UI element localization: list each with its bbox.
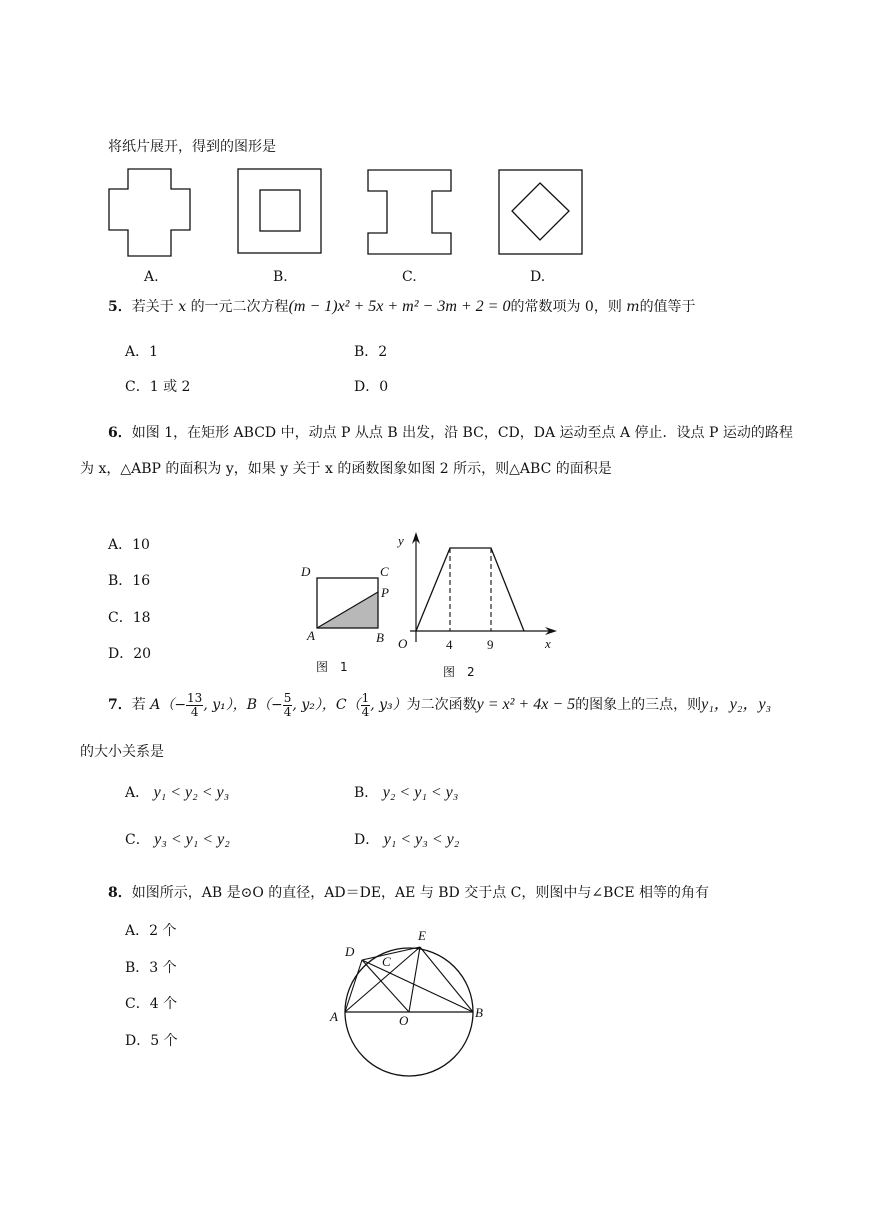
q6-number: 6． <box>108 425 132 441</box>
fig2-caption: 图 2 <box>443 665 475 679</box>
fig8-chord-eb <box>420 947 473 1012</box>
q7-text-mid: 为二次函数 <box>406 697 477 713</box>
q8-text: 如图所示，AB 是⊙O 的直径，AD＝DE，AE 与 BD 交于点 C，则图中与∠BCE 相等的角有 <box>131 885 710 901</box>
fig8-label-d: D <box>345 944 355 959</box>
q5-option-a: A．1 <box>125 344 159 360</box>
fig8-chord-de <box>362 947 420 960</box>
fig1-caption: 图 1 <box>316 660 348 674</box>
q6-line1: 如图 1，在矩形 ABCD 中，动点 P 从点 B 出发，沿 BC，CD，DA 运动至点 A 停止．设点 P 运动的路程 <box>131 425 793 441</box>
q7-point-b-end: , y₂）， <box>292 697 336 713</box>
q5-equation: (m − 1)x² + 5x + m² − 3m + 2 = 0 <box>288 298 511 315</box>
fig1-label-p: P <box>381 585 389 600</box>
fig2-label-x: x <box>545 636 551 651</box>
q4-option-b-label: B. <box>273 269 288 285</box>
q7-option-c: C． y₃ < y₁ < y₂ <box>125 831 230 848</box>
fig8-segment-oe <box>409 947 420 1012</box>
fig1-label-a: A <box>307 628 315 643</box>
q7-frac-c: $\frac{1}{4}$ <box>361 690 370 719</box>
q6-option-c: C．18 <box>108 610 151 626</box>
fig8-label-o: O <box>399 1013 409 1028</box>
q4-option-d-label: D. <box>530 269 546 285</box>
intro-text: 将纸片展开，得到的图形是 <box>108 139 276 155</box>
q6-stem-line2: 为 x，△ABP 的面积为 y，如果 y 关于 x 的函数图象如图 2 所示，则△ABC 的面积是 <box>80 461 612 477</box>
q7-point-a-end: , y₁）， <box>203 697 247 713</box>
q7-point-a: A（− <box>150 697 187 713</box>
fig1-label-d: D <box>301 564 311 579</box>
q5-option-b: B．2 <box>354 344 388 360</box>
q7-text-start: 若 <box>131 697 146 713</box>
q5-number: 5． <box>108 299 132 315</box>
q8-option-d: D．5 个 <box>125 1033 178 1049</box>
q4-option-a-label: A. <box>144 269 159 285</box>
q5-option-c: C．1 或 2 <box>125 379 191 395</box>
q8-option-b: B．3 个 <box>125 960 177 976</box>
q7-option-b: B． y₂ < y₁ < y₃ <box>354 784 459 801</box>
q5-text-after-2: 的值等于 <box>639 299 696 315</box>
q7-function: y = x² + 4x − 5 <box>476 696 576 713</box>
fig8-label-b: B <box>475 1005 483 1020</box>
q6-option-b: B．16 <box>108 573 151 589</box>
q7-option-d: D． y₁ < y₃ < y₂ <box>354 831 460 848</box>
fig1-label-c: C <box>380 564 389 579</box>
q7-point-b: B（− <box>246 697 283 713</box>
fig8-label-a: A <box>330 1009 338 1024</box>
fig8-label-c: C <box>382 954 391 969</box>
q7-frac-a: $\frac{13}{4}$ <box>187 690 203 719</box>
fig8-label-e: E <box>418 928 426 943</box>
fig8-chord-db <box>362 960 473 1012</box>
q6-option-d: D．20 <box>108 646 152 662</box>
q7-point-c-end: , y₃） <box>370 697 407 713</box>
q5-text-after-1: 的常数项为 0，则 <box>510 299 622 315</box>
q4-option-c-label: C. <box>402 269 417 285</box>
q7-vars: y₁，y₂，y₃ <box>701 696 772 713</box>
fig2-label-y: y <box>398 533 404 548</box>
fig1-label-b: B <box>376 630 384 645</box>
q7-option-a: A． y₁ < y₂ < y₃ <box>125 784 230 801</box>
q7-point-c: C（ <box>335 697 361 713</box>
q8-number: 8． <box>108 885 132 901</box>
q7-stem-line2: 的大小关系是 <box>80 744 164 760</box>
q5-text-before: 若关于 <box>131 299 174 315</box>
q5-var-m: m <box>626 299 640 315</box>
q5-var-x: x <box>178 299 187 315</box>
q8-option-c: C．4 个 <box>125 996 178 1012</box>
fig2-tick-4: 4 <box>446 637 453 652</box>
fig2-label-o: O <box>398 636 408 651</box>
q5-option-d: D．0 <box>354 379 389 395</box>
fig2-tick-9: 9 <box>487 637 494 652</box>
q7-number: 7． <box>108 697 132 713</box>
q5-text-mid: 的一元二次方程 <box>190 299 289 315</box>
q8-option-a: A．2 个 <box>125 923 177 939</box>
q7-text-end: 的图象上的三点，则 <box>575 697 702 713</box>
q6-option-a: A．10 <box>108 537 150 553</box>
q7-frac-b: $\frac{5}{4}$ <box>283 690 292 719</box>
